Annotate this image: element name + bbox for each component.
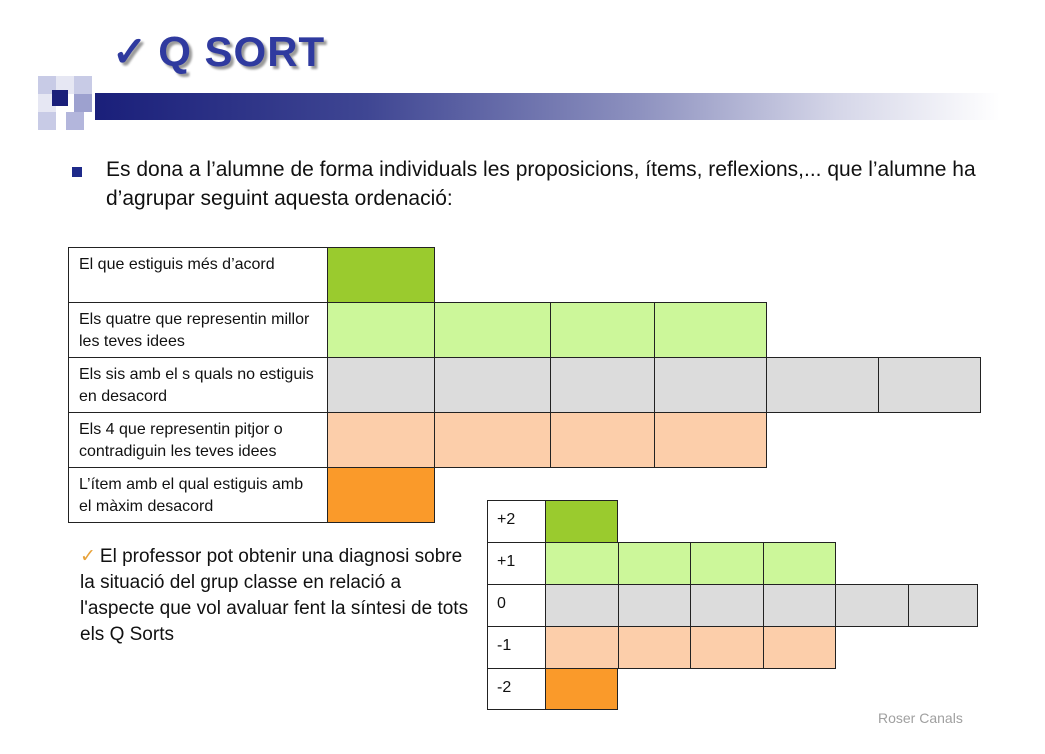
score-slot [908, 584, 978, 627]
score-slot [763, 584, 836, 627]
score-row-label: 0 [487, 584, 546, 627]
intro-paragraph: Es dona a l’alumne de forma individuals les proposicions, ítems, reflexions,... que l’alumne ha d’agrupar seguint aquesta ordenació: [106, 158, 976, 210]
grid-slot [327, 247, 435, 303]
grid-slot [327, 467, 435, 523]
main-row-label: L’ítem amb el qual estiguis amb el màxim desacord [68, 467, 328, 523]
score-slot [545, 500, 618, 543]
score-row-label: -1 [487, 626, 546, 669]
score-row-label: -2 [487, 668, 546, 710]
score-slot [545, 584, 619, 627]
score-row-label: +2 [487, 500, 546, 543]
page-title [112, 24, 325, 80]
score-slot [835, 584, 909, 627]
grid-slot [766, 357, 879, 413]
title-text: Q SORT [158, 28, 326, 75]
grid-slot [550, 412, 655, 468]
grid-slot [654, 412, 767, 468]
score-slot [545, 542, 619, 585]
grid-slot [434, 412, 551, 468]
grid-slot [327, 412, 435, 468]
score-row-label: +1 [487, 542, 546, 585]
main-row-label: El que estiguis més d’acord [68, 247, 328, 303]
main-row-label: Els quatre que representin millor les teves idees [68, 302, 328, 358]
score-slot [618, 584, 691, 627]
check-icon: ✓ [80, 546, 96, 567]
grid-slot [327, 302, 435, 358]
grid-slot [654, 302, 767, 358]
score-slot [690, 584, 764, 627]
grid-slot [550, 302, 655, 358]
title-banner [95, 93, 1000, 120]
grid-slot [550, 357, 655, 413]
score-slot [690, 626, 764, 669]
grid-slot [654, 357, 767, 413]
note-text: El professor pot obtenir una diagnosi sobre la situació del grup classe en relació a l'aspecte que vol avaluar fent la síntesi de tots els Q Sorts [80, 546, 469, 645]
grid-slot [878, 357, 981, 413]
score-slot [545, 626, 619, 669]
grid-slot [327, 357, 435, 413]
score-slot [618, 542, 691, 585]
check-icon: ✓ [112, 28, 149, 75]
grid-slot [434, 357, 551, 413]
grid-slot [434, 302, 551, 358]
author-credit: Roser Canals [878, 710, 963, 726]
score-slot [763, 626, 836, 669]
score-slot [690, 542, 764, 585]
score-slot [763, 542, 836, 585]
score-slot [545, 668, 618, 710]
professor-note [80, 544, 470, 648]
score-slot [618, 626, 691, 669]
main-row-label: Els sis amb el s quals no estiguis en desacord [68, 357, 328, 413]
square-bullet-icon [72, 167, 82, 177]
main-row-label: Els 4 que representin pitjor o contradiguin les teves idees [68, 412, 328, 468]
